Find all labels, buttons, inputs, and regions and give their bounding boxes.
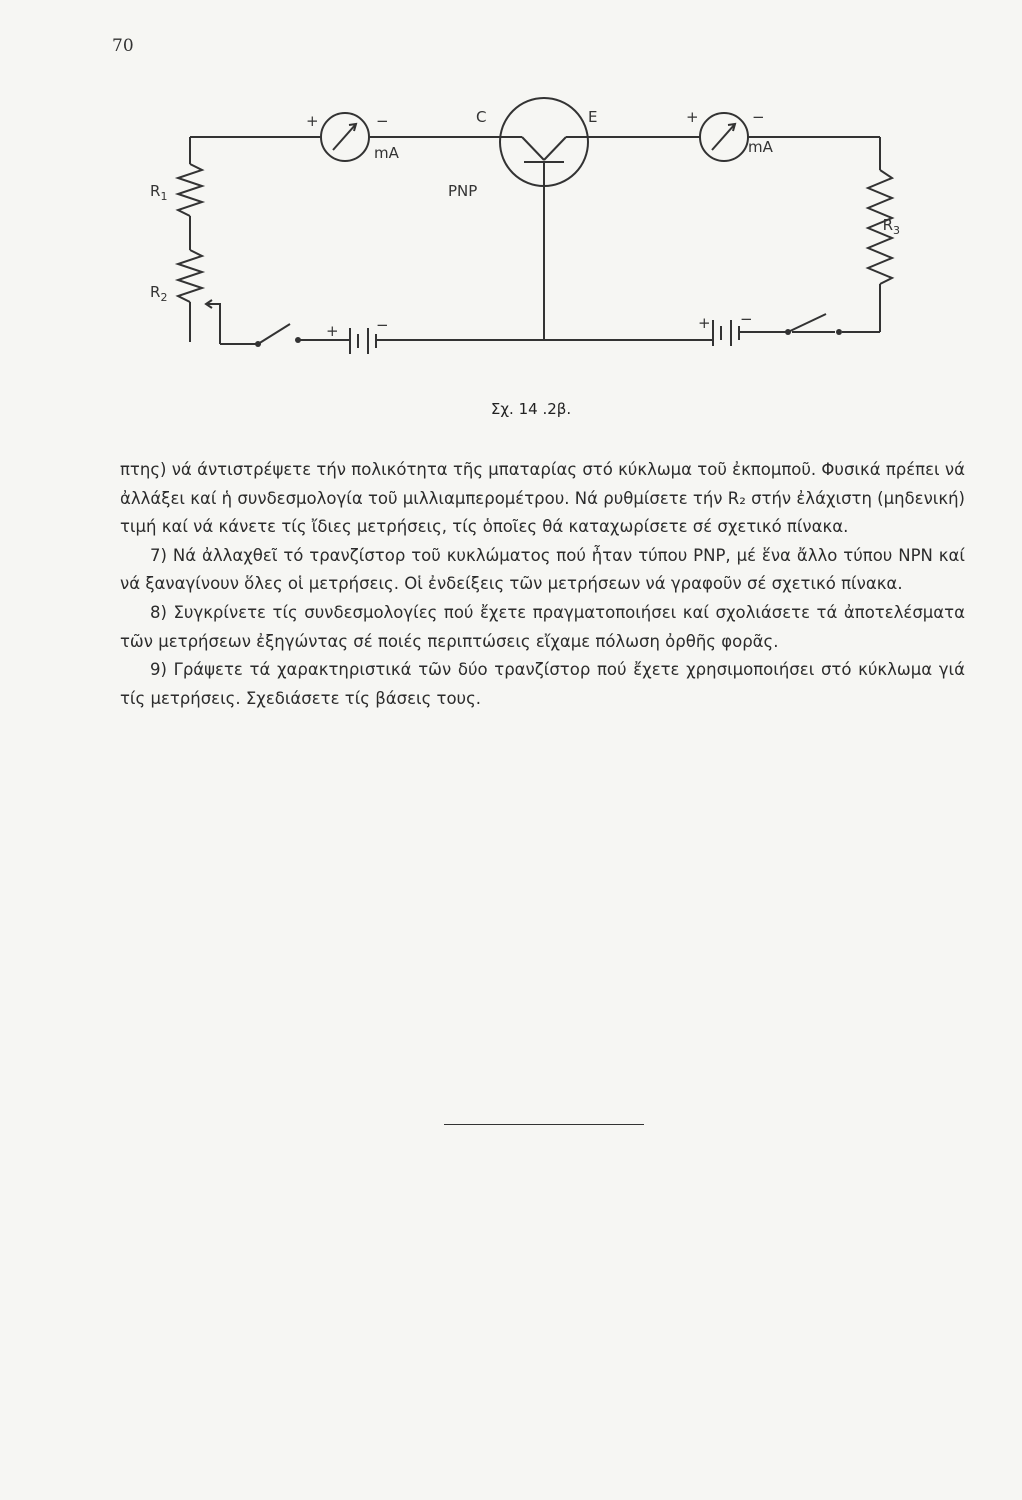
paragraph-2: 7) Νά ἀλλαχθεῖ τό τρανζίστορ τοῦ κυκλώματος πού ἦταν τύπου PNP, μέ ἕνα ἄλλο τύπου NPN καί νά ξαναγίνουν ὅλες οἱ μετρήσεις. Οἱ ἐνδείξεις τῶν μετρήσεων νά γραφοῦν σέ σχετικό πίνακα. <box>120 545 965 594</box>
label-r2: $R_2$ <box>150 283 168 304</box>
label-transistor-type: PNP <box>448 182 478 200</box>
label-plus-meter-right: + <box>686 108 699 126</box>
label-collector: C <box>476 108 487 126</box>
label-plus-meter-left: + <box>306 112 319 130</box>
label-r1: $R_1$ <box>150 182 168 203</box>
resistor-r1 <box>178 164 202 216</box>
figure-caption: Σχ. 14 .2β. <box>490 400 572 418</box>
label-minus-battery-right: − <box>740 310 753 328</box>
label-meter-right: mA <box>748 138 773 156</box>
label-r3: $R_3$ <box>882 216 900 237</box>
resistor-r2 <box>178 250 202 302</box>
paragraph-3: 8) Συγκρίνετε τίς συνδεσμολογίες πού ἔχετε πραγματοποιήσει καί σχολιάσετε τά ἀποτελέσματα τῶν μετρήσεων ἐξηγώντας σέ ποιές περιπτώσεις εἴχαμε πόλωση ὀρθῆς φορᾶς. <box>120 602 965 651</box>
label-minus-battery-left: − <box>376 316 389 334</box>
section-divider <box>444 1124 644 1125</box>
label-emitter: E <box>588 108 598 126</box>
label-plus-battery-right: + <box>698 314 711 332</box>
label-minus-meter-left: − <box>376 112 389 130</box>
circuit-diagram <box>140 92 900 362</box>
label-minus-meter-right: − <box>752 108 765 126</box>
paragraph-4: 9) Γράψετε τά χαρακτηριστικά τῶν δύο τρανζίστορ πού ἔχετε χρησιμοποιήσει στό κύκλωμα γιά τίς μετρήσεις. Σχεδιάσετε τίς βάσεις τους. <box>120 660 965 708</box>
label-plus-battery-left: + <box>326 322 339 340</box>
label-meter-left: mA <box>374 144 399 162</box>
body-text <box>120 456 965 713</box>
page-number: 70 <box>112 36 134 56</box>
paragraph-1: πτης) νά άντιστρέψετε τήν πολικότητα τῆς μπαταρίας στό κύκλωμα τοῦ ἐκπομποῦ. Φυσικά πρέπει νά ἀλλάξει καί ἡ συνδεσμολογία τοῦ μιλλιαμπερομέτρου. Νά ρυθμίσετε τήν R₂ στήν ἐλάχιστη (μηδενική) τιμή καί νά κάνετε τίς ἴδιες μετρήσεις, τίς ὁποῖες θά καταχωρίσετε σέ σχετικό πίνακα. <box>120 460 965 537</box>
